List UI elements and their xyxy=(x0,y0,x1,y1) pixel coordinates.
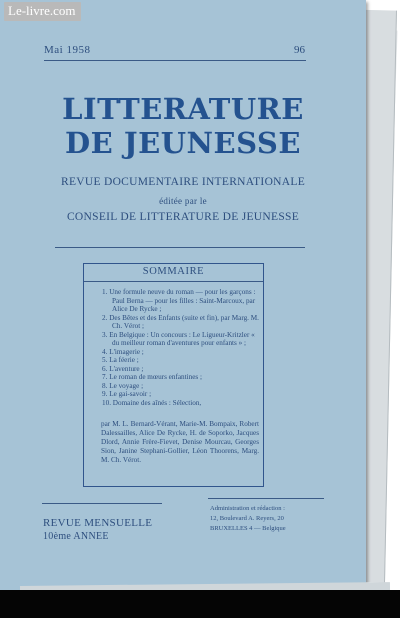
sommaire-item: 9. Le gai-savoir ; xyxy=(102,390,152,398)
sommaire-heading-rule xyxy=(84,281,263,282)
sommaire-heading: SOMMAIRE xyxy=(142,266,205,277)
subtitle-conseil: CONSEIL DE LITTERATURE DE JEUNESSE xyxy=(66,211,300,223)
contributors-text: par M. L. Bernard-Vérant, Marie-M. Bompaix, Robert Dalessailles, Alice De Rycke, H. de Soporko, Jacques Dlord, Annie Frère-Fievet, Denise Mourcau, Georges Sion, Janine Stephani-Gollier, Léon Thoorens, Marg. M. Ch. Vérot. xyxy=(101,420,259,464)
revue-mensuelle: REVUE MENSUELLE xyxy=(43,517,153,529)
annee: 10ème ANNEE xyxy=(43,531,109,542)
admin-line-1: Administration et rédaction : xyxy=(210,505,285,512)
divider-rule xyxy=(55,247,305,248)
sommaire-list xyxy=(102,288,260,407)
sommaire-item: 3. En Belgique : Un concours : Le Ligueur-Kritzler « du meilleur roman d'aventures pour enfants » ; xyxy=(102,330,255,347)
sommaire-item: 7. Le roman de mœurs enfantines ; xyxy=(102,373,202,381)
header-rule xyxy=(44,60,306,61)
footer-rule-left xyxy=(42,503,162,504)
dark-background xyxy=(0,590,400,618)
admin-line-3: BRUXELLES 4 — Belgique xyxy=(210,525,286,532)
subtitle-revue: REVUE DOCUMENTAIRE INTERNATIONALE xyxy=(60,176,306,188)
title-line-1: LITTERATURE xyxy=(62,92,304,126)
sommaire-item: 5. La féerie ; xyxy=(102,356,139,364)
title-line-2: DE JEUNESSE xyxy=(65,126,301,160)
issue-date: Mai 1958 xyxy=(44,44,91,56)
subtitle-editee: éditée par le xyxy=(159,196,207,206)
administration-block xyxy=(210,504,320,534)
sommaire-item: 1. Une formule neuve du roman — pour les garçons : Paul Berna — pour les filles : Saint-Marcoux, par Alice De Rycke ; xyxy=(102,288,256,313)
footer-rule-right xyxy=(208,498,324,499)
issue-number: 96 xyxy=(294,44,305,56)
sommaire-item: 8. Le voyage ; xyxy=(102,381,144,390)
sommaire-item: 2. Des Bêtes et des Enfants (suite et fin), par Marg. M. Ch. Vérot ; xyxy=(102,313,259,330)
admin-line-2: 12, Boulevard A. Reyers, 20 xyxy=(210,515,284,522)
sommaire-item: 4. L'imagerie ; xyxy=(102,347,144,356)
sommaire-item: 6. L'aventure ; xyxy=(102,364,144,373)
watermark-logo: Le-livre.com xyxy=(4,2,81,21)
sommaire-item: 10. Domaine des aînés : Sélection, xyxy=(102,398,202,407)
